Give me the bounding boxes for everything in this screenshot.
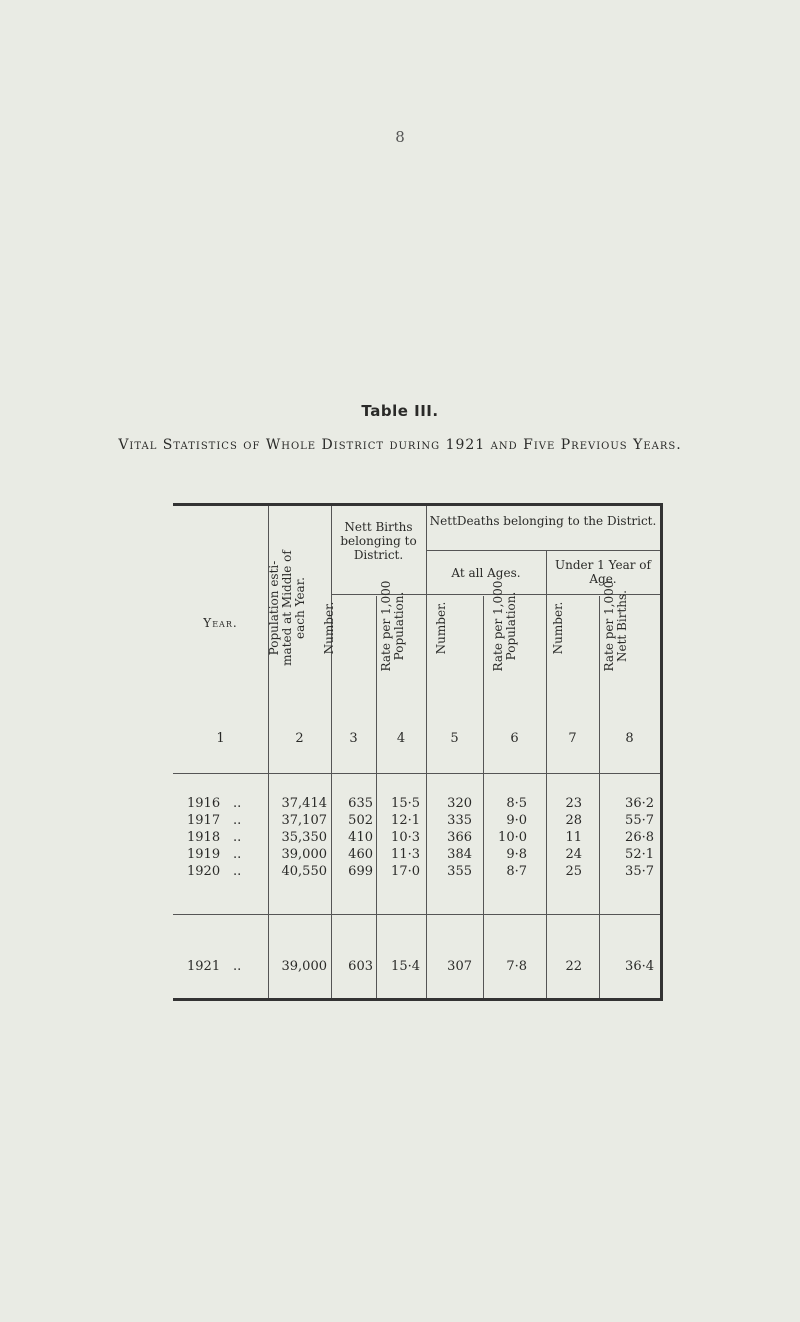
death-rate-cell: 8·7	[506, 864, 527, 879]
births-cell: 410	[348, 830, 373, 845]
year-cell: 1917	[187, 813, 221, 828]
table-subtitle: Vital Statistics of Whole District during 1921 and Five Previous Years.	[118, 437, 682, 453]
col-number: 5	[450, 731, 459, 746]
col-number: 2	[295, 731, 304, 746]
col-number: 1	[216, 731, 225, 746]
population-cell: 40,550	[281, 864, 327, 879]
population-cell: 35,350	[281, 830, 327, 845]
year-cell: 1921	[187, 959, 221, 974]
infant-rate-cell: 36·2	[625, 796, 654, 811]
population-cell: 39,000	[281, 847, 327, 862]
leader-dots: ..	[233, 830, 242, 845]
birth-rate-cell: 15·5	[391, 796, 420, 811]
births-rate-header: Rate per 1,000 Population.	[379, 580, 406, 672]
birth-rate-cell: 10·3	[391, 830, 420, 845]
year-cell: 1918	[187, 830, 221, 845]
infant-rate-cell: 35·7	[625, 864, 654, 879]
population-cell: 39,000	[281, 959, 327, 974]
births-cell: 603	[348, 959, 373, 974]
infant-deaths-cell: 24	[565, 847, 582, 862]
leader-dots: ..	[233, 796, 242, 811]
vital-statistics-table	[173, 503, 663, 1001]
deaths-cell: 366	[447, 830, 472, 845]
births-cell: 699	[348, 864, 373, 879]
infant-rate-cell: 36·4	[625, 959, 654, 974]
deaths-cell: 320	[447, 796, 472, 811]
birth-rate-cell: 12·1	[391, 813, 420, 828]
infant-deaths-cell: 25	[565, 864, 582, 879]
deaths-number-header: Number.	[434, 601, 448, 655]
col-number: 3	[349, 731, 358, 746]
population-header: Population esti-mated at Middle of each Year.	[267, 550, 307, 666]
col-number: 7	[568, 731, 577, 746]
year-header: Year.	[203, 616, 238, 630]
at-all-ages-header: At all Ages.	[451, 566, 521, 580]
deaths-cell: 335	[447, 813, 472, 828]
infant-deaths-cell: 22	[565, 959, 582, 974]
births-cell: 460	[348, 847, 373, 862]
deaths-cell: 307	[447, 959, 472, 974]
infant-rate-cell: 52·1	[625, 847, 654, 862]
total-rule	[173, 914, 660, 915]
header-rule	[173, 773, 660, 774]
deaths-rate-header: Rate per 1,000 Population.	[491, 580, 518, 672]
population-cell: 37,414	[281, 796, 327, 811]
infant-rate-header: Rate per 1,000 Nett Births.	[602, 580, 629, 672]
leader-dots: ..	[233, 864, 242, 879]
birth-rate-cell: 17·0	[391, 864, 420, 879]
leader-dots: ..	[233, 813, 242, 828]
page-number: 8	[395, 128, 405, 146]
deaths-group-header: NettDeaths belonging to the District.	[429, 514, 657, 528]
births-cell: 635	[348, 796, 373, 811]
infant-deaths-cell: 28	[565, 813, 582, 828]
col-number: 4	[396, 731, 406, 746]
year-cell: 1920	[187, 864, 221, 879]
birth-rate-cell: 15·4	[391, 959, 420, 974]
header-rule	[427, 550, 660, 551]
death-rate-cell: 9·8	[506, 847, 527, 862]
deaths-cell: 355	[447, 864, 472, 879]
death-rate-cell: 8·5	[506, 796, 527, 811]
leader-dots: ..	[233, 959, 242, 974]
infant-rate-cell: 26·8	[625, 830, 654, 845]
under-1-header: Under 1 Year of Age.	[555, 558, 651, 586]
col-number: 6	[510, 731, 519, 746]
infant-deaths-cell: 23	[565, 796, 582, 811]
infant-deaths-cell: 11	[565, 830, 582, 845]
table-title: Table III.	[361, 402, 439, 420]
infant-number-header: Number.	[551, 601, 565, 655]
leader-dots: ..	[233, 847, 242, 862]
infant-rate-cell: 55·7	[625, 813, 654, 828]
col-number: 8	[625, 731, 634, 746]
year-cell: 1916	[187, 796, 221, 811]
year-cell: 1919	[187, 847, 221, 862]
births-group-header: Nett Births belonging to District.	[340, 520, 417, 562]
births-cell: 502	[348, 813, 373, 828]
death-rate-cell: 10·0	[498, 830, 527, 845]
births-number-header: Number.	[322, 601, 336, 655]
deaths-cell: 384	[447, 847, 472, 862]
population-cell: 37,107	[281, 813, 327, 828]
birth-rate-cell: 11·3	[391, 847, 420, 862]
death-rate-cell: 7·8	[506, 959, 527, 974]
death-rate-cell: 9·0	[506, 813, 527, 828]
col-divider	[546, 551, 547, 998]
